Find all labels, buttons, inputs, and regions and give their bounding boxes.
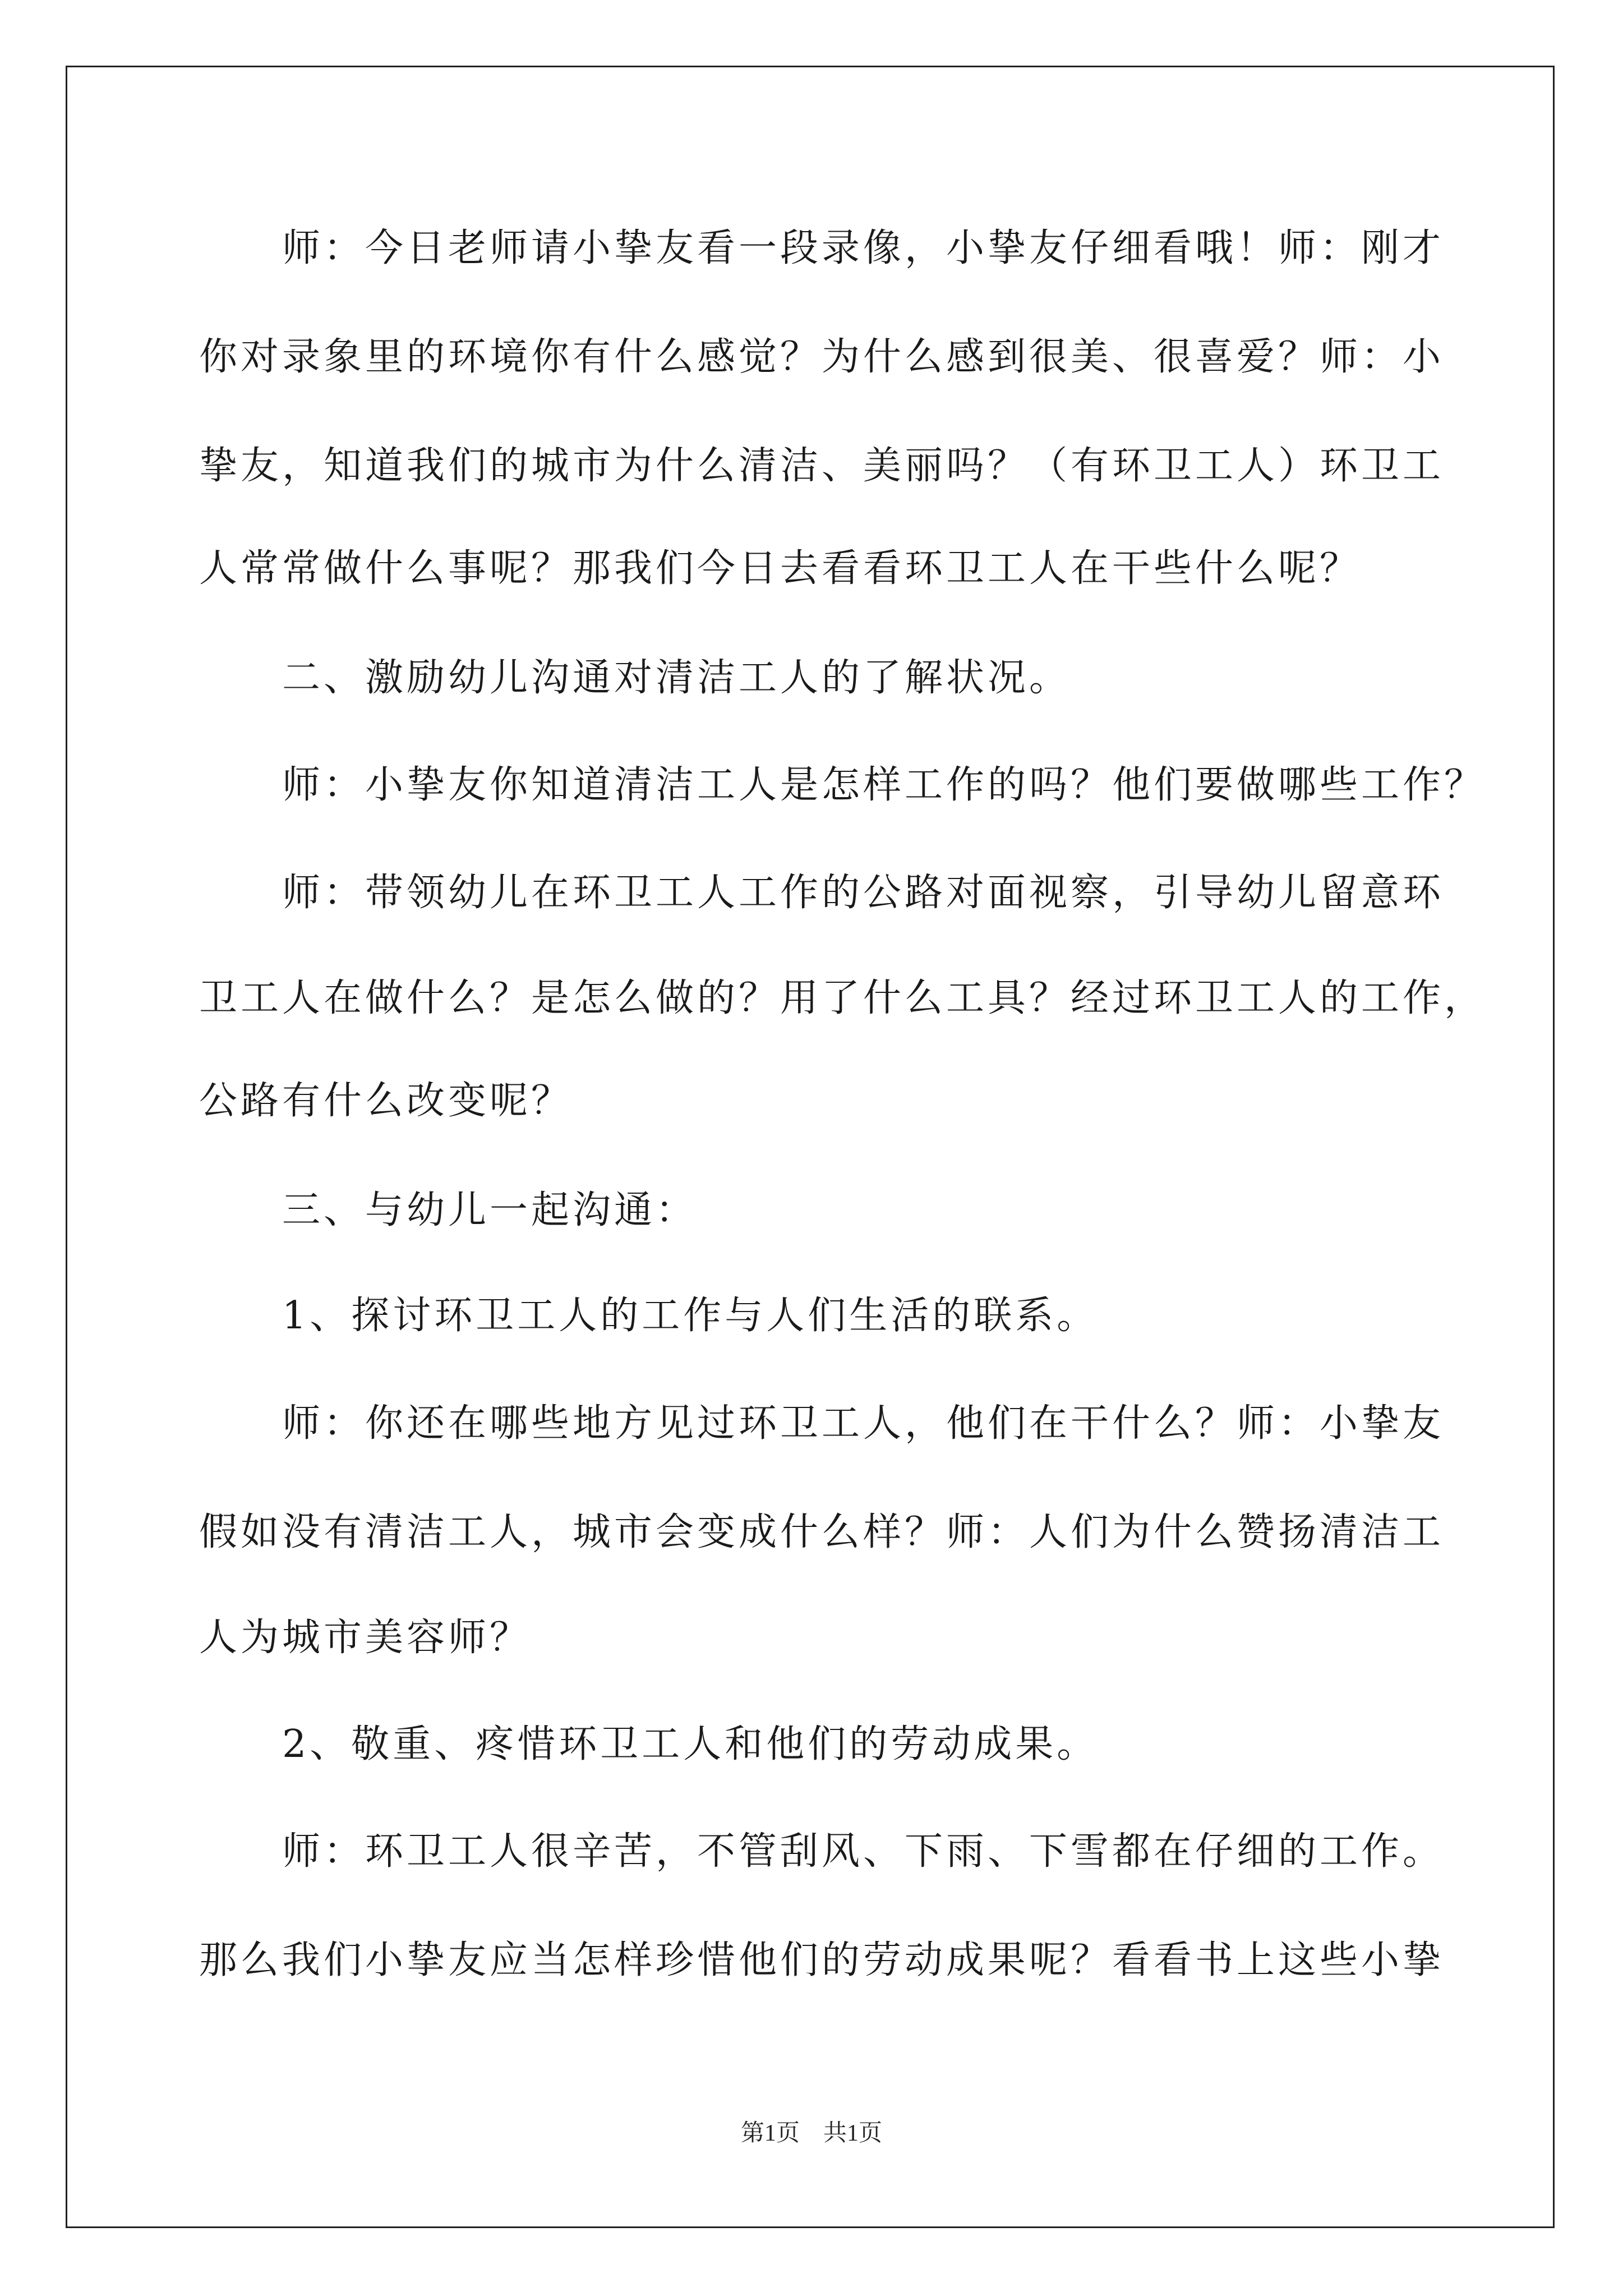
body-line: 三、与幼儿一起沟通： — [199, 1188, 698, 1232]
body-line: 1、探讨环卫工人的工作与人们生活的联系。 — [199, 1294, 1099, 1338]
page-footer: 第1页 共1页 — [740, 2120, 882, 2146]
body-line: 师：今日老师请小挚友看一段录像，小挚友仔细看哦！师：刚才 — [199, 226, 1445, 270]
body-line: 师：你还在哪些地方见过环卫工人，他们在干什么？师：小挚友 — [199, 1401, 1445, 1446]
body-line: 师：带领幼儿在环卫工人工作的公路对面视察，引导幼儿留意环 — [199, 871, 1445, 915]
body-line: 2、敬重、疼惜环卫工人和他们的劳动成果。 — [199, 1722, 1099, 1766]
body-line: 卫工人在做什么？是怎么做的？用了什么工具？经过环卫工人的工作， — [199, 976, 1486, 1020]
body-line: 人常常做什么事呢？那我们今日去看看环卫工人在干些什么呢？ — [199, 546, 1362, 591]
body-line: 人为城市美容师？ — [199, 1616, 532, 1660]
body-line: 假如没有清洁工人，城市会变成什么样？师：人们为什么赞扬清洁工 — [199, 1510, 1445, 1554]
body-line: 你对录象里的环境你有什么感觉？为什么感到很美、很喜爱？师：小 — [199, 335, 1445, 379]
page-border — [66, 66, 1555, 2228]
body-line: 那么我们小挚友应当怎样珍惜他们的劳动成果呢？看看书上这些小挚 — [199, 1938, 1445, 1982]
body-line: 师：小挚友你知道清洁工人是怎样工作的吗？他们要做哪些工作？ — [199, 763, 1486, 807]
body-line: 挚友，知道我们的城市为什么清洁、美丽吗？（有环卫工人）环卫工 — [199, 444, 1445, 488]
body-line: 公路有什么改变呢？ — [199, 1079, 573, 1123]
body-line: 师：环卫工人很辛苦，不管刮风、下雨、下雪都在仔细的工作。 — [199, 1829, 1445, 1874]
body-line: 二、激励幼儿沟通对清洁工人的了解状况。 — [199, 656, 1071, 700]
